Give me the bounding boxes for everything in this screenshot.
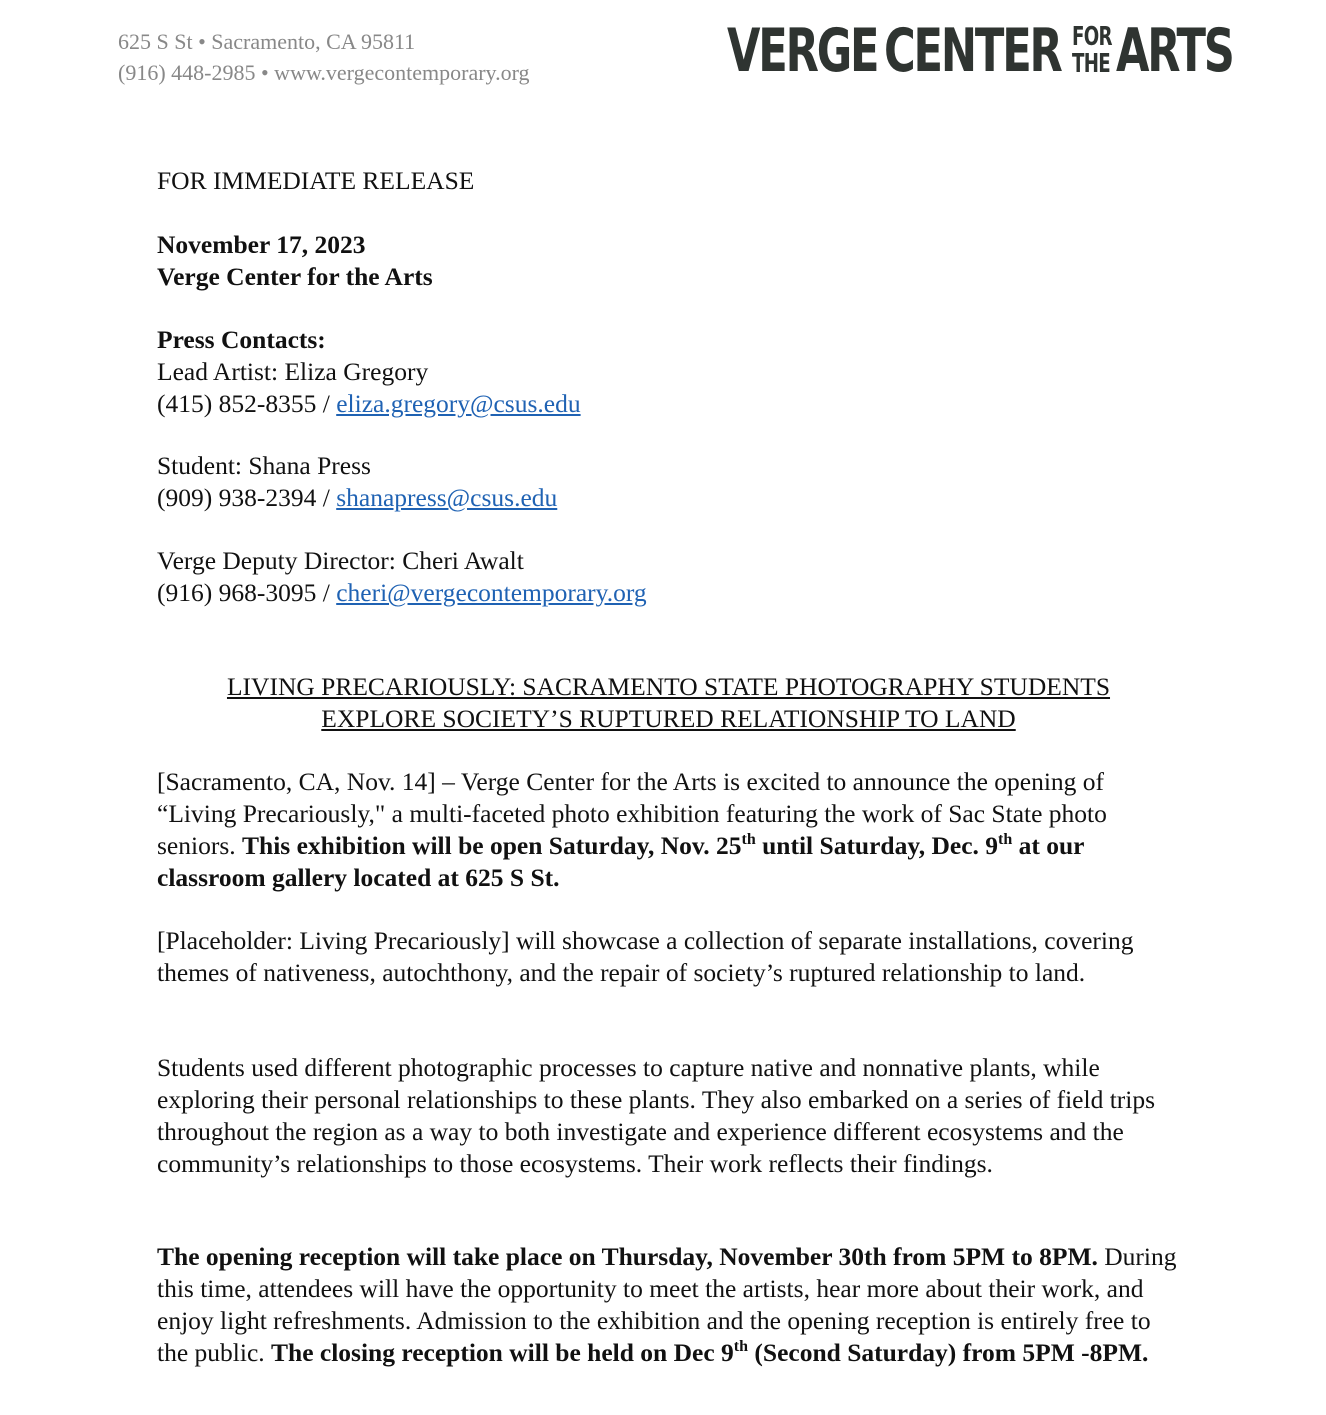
contact-role-name: Lead Artist: Eliza Gregory bbox=[157, 357, 429, 386]
contact-phone: (415) 852-8355 bbox=[157, 389, 317, 418]
letterhead bbox=[0, 0, 1326, 110]
contact-phone-email bbox=[157, 482, 557, 514]
contact-separator: / bbox=[316, 389, 337, 418]
paragraph-students: Students used different photographic processes to capture native and nonnative plants, while exploring their personal relationships to these plants. They also embarked on a series of field trips throughout the region as a way to both investigate and experience different ecosystems and the community’s relationships to those ecosystems. Their work reflects their findings. bbox=[157, 1053, 1156, 1178]
phone-website-line: (916) 448-2985 • www.vergecontemporary.org bbox=[118, 60, 530, 85]
logo-word-verge: VERGE bbox=[727, 16, 878, 86]
bold-location: at our classroom gallery located at 625 S St. bbox=[157, 831, 1085, 892]
ordinal-suffix: th bbox=[741, 831, 756, 848]
contact-role-name: Student: Shana Press bbox=[157, 451, 371, 480]
logo-small-stack bbox=[1072, 22, 1112, 79]
bold-open-date: This exhibition will be open Saturday, Nov. 25 bbox=[242, 831, 742, 860]
contact-student bbox=[157, 450, 557, 514]
release-label: FOR IMMEDIATE RELEASE bbox=[157, 166, 475, 195]
bold-close-date: until Saturday, Dec. 9 bbox=[755, 831, 999, 860]
contact-deputy-director bbox=[157, 545, 647, 609]
bold-closing-time: (Second Saturday) from 5PM -8PM. bbox=[748, 1338, 1149, 1367]
logo-word-for: FOR bbox=[1072, 22, 1112, 52]
contact-email-link[interactable]: eliza.gregory@csus.edu bbox=[336, 389, 581, 418]
contact-phone: (909) 938-2394 bbox=[157, 483, 317, 512]
contact-lead-artist bbox=[157, 356, 581, 420]
headline-line-1: LIVING PRECARIOUSLY: SACRAMENTO STATE PHOTOGRAPHY STUDENTS bbox=[226, 672, 1111, 701]
address-line: 625 S St • Sacramento, CA 95811 bbox=[118, 29, 416, 54]
paragraph-announcement bbox=[157, 766, 1187, 894]
contact-phone-email bbox=[157, 388, 581, 420]
contact-role-name: Verge Deputy Director: Cheri Awalt bbox=[157, 546, 524, 575]
contact-phone-email bbox=[157, 577, 647, 609]
exhibition-dates-bold bbox=[157, 831, 1084, 892]
verge-logo bbox=[727, 18, 1246, 84]
contact-email-link[interactable]: shanapress@csus.edu bbox=[336, 483, 558, 512]
paragraph-reception bbox=[157, 1241, 1187, 1369]
contact-separator: / bbox=[316, 483, 337, 512]
organization-name: Verge Center for the Arts bbox=[157, 262, 433, 291]
contact-phone: (916) 968-3095 bbox=[157, 578, 317, 607]
ordinal-suffix: th bbox=[733, 1338, 749, 1355]
contact-separator: / bbox=[316, 578, 337, 607]
bold-closing-date: The closing reception will be held on Dec 9 bbox=[271, 1338, 734, 1367]
paragraph-showcase: [Placeholder: Living Precariously] will showcase a collection of separate installations, covering themes of nativeness, autochthony, and the repair of society’s ruptured relationship to land. bbox=[157, 926, 1134, 987]
reception-text: During this time, attendees will have the opportunity to meet the artists, hear more about their work, and enjoy light refreshments. Admission to the exhibition and the opening reception is entirely free to the public. bbox=[157, 1242, 1177, 1367]
logo-word-arts: ARTS bbox=[1116, 16, 1233, 86]
ordinal-suffix: th bbox=[998, 831, 1013, 848]
address-block bbox=[118, 26, 530, 88]
contact-email-link[interactable]: cheri@vergecontemporary.org bbox=[336, 578, 647, 607]
closing-reception-bold bbox=[271, 1338, 1148, 1367]
press-contacts-heading: Press Contacts: bbox=[157, 325, 326, 354]
headline bbox=[157, 671, 1180, 735]
headline-line-2: EXPLORE SOCIETY’S RUPTURED RELATIONSHIP TO LAND bbox=[321, 704, 1016, 733]
logo-word-the: THE bbox=[1072, 49, 1110, 79]
logo-word-center: CENTER bbox=[884, 16, 1061, 86]
release-date: November 17, 2023 bbox=[157, 230, 366, 259]
opening-reception-bold: The opening reception will take place on Thursday, November 30th from 5PM to 8PM. bbox=[157, 1242, 1098, 1271]
announcement-text: [Sacramento, CA, Nov. 14] – Verge Center for the Arts is excited to announce the opening of “Living Precariously," a multi-faceted photo exhibition featuring the work of Sac State photo seniors. bbox=[157, 767, 1107, 860]
